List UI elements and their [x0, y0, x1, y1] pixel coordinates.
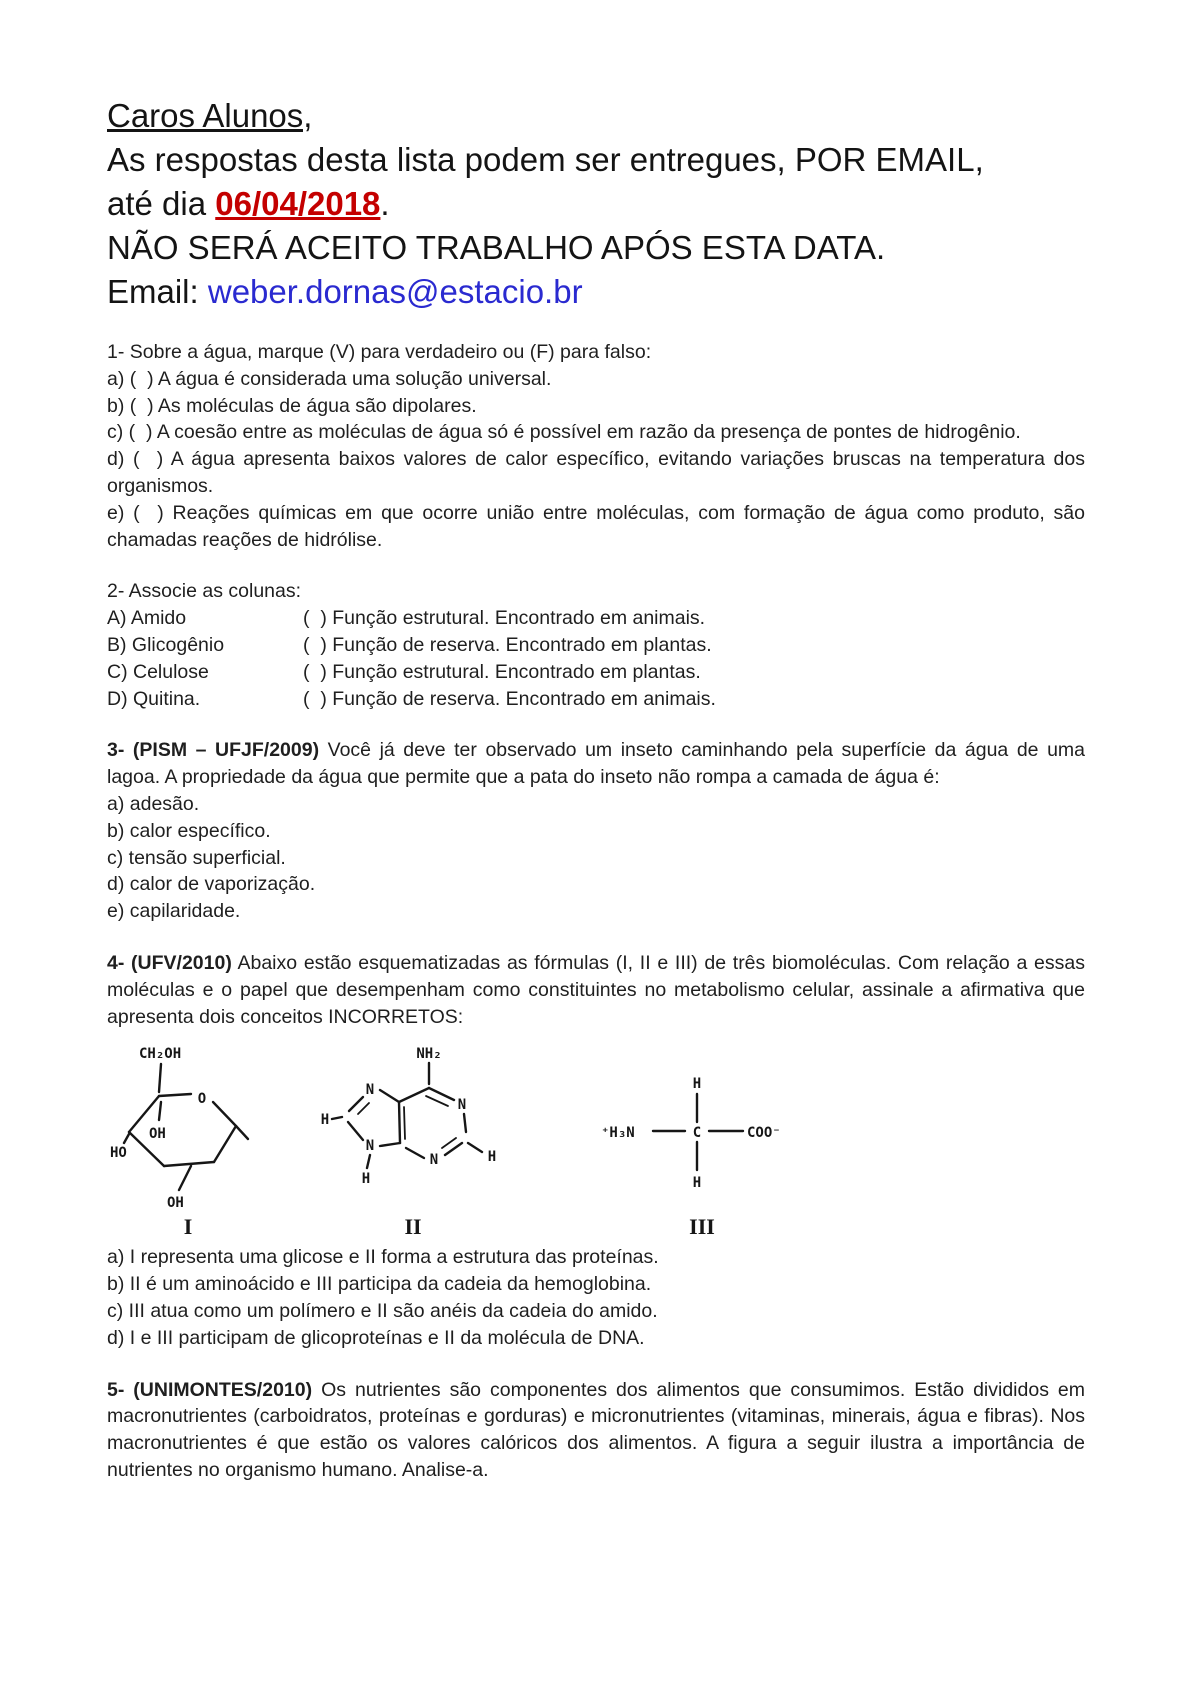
aminoacid-structure-drawing — [593, 1072, 808, 1200]
question-2 — [107, 578, 1085, 712]
q1-option-a: a) ( ) A água é considerada uma solução universal. — [107, 367, 552, 390]
q1-option-b: b) ( ) As moléculas de água são dipolares. — [107, 394, 477, 417]
q4-option-c: c) III atua como um polímero e II são anéis da cadeia do amido. — [107, 1299, 658, 1322]
adenine-n7-label: N — [365, 1082, 375, 1099]
q3-option-d: d) calor de vaporização. — [107, 873, 316, 896]
q4-source: 4- (UFV/2010) — [107, 951, 232, 974]
glucose-ring-oxygen-label: O — [197, 1091, 207, 1108]
biomolecules-figure — [109, 1042, 1085, 1240]
aminoacid-h3n-label: ⁺H₃N — [601, 1125, 635, 1142]
q3-option-e: e) capilaridade. — [107, 900, 241, 923]
q2-right-b: ( ) Função de reserva. Encontrado em plantas. — [303, 633, 712, 656]
question-4 — [107, 950, 1091, 1352]
deadline-date: 06/04/2018 — [215, 185, 381, 222]
q2-left-b: B) Glicogênio — [107, 633, 225, 656]
q4-option-b: b) II é um aminoácido e III participa da cadeia da hemoglobina. — [107, 1273, 652, 1296]
header-block — [107, 94, 1085, 314]
glucose-structure-drawing — [109, 1042, 267, 1220]
header-salutation: Caros Alunos, — [107, 97, 313, 134]
email-label: Email: — [107, 273, 208, 310]
q2-stem: 2- Associe as colunas: — [107, 580, 302, 603]
q5-source: 5- (UNIMONTES/2010) — [107, 1378, 313, 1401]
aminoacid-h-top-label: H — [692, 1076, 702, 1093]
q2-row-b — [107, 632, 1085, 659]
adenine-h-bottom-label: H — [361, 1171, 371, 1188]
figure-label-II: II — [404, 1213, 422, 1239]
q1-option-e: e) ( ) Reações químicas em que ocorre união entre moléculas, com formação de água como produto, são chamadas reações de hidrólise. — [107, 501, 1091, 551]
aminoacid-h-bottom-label: H — [692, 1175, 702, 1192]
header-deadline-line: até dia 06/04/2018. — [107, 185, 390, 222]
q2-left-d: D) Quitina. — [107, 687, 201, 710]
structure-III-aminoacid — [593, 1042, 811, 1240]
glucose-ch2oh-label: CH₂OH — [139, 1046, 182, 1063]
glucose-ho-label: HO — [110, 1145, 127, 1162]
q2-left-c: C) Celulose — [107, 660, 209, 683]
structure-II-adenine — [313, 1042, 513, 1240]
q2-row-d — [107, 686, 1085, 713]
adenine-structure-drawing — [313, 1042, 508, 1210]
adenine-h-left-label: H — [320, 1112, 330, 1129]
q3-option-a: a) adesão. — [107, 792, 200, 815]
q2-right-a: ( ) Função estrutural. Encontrado em animais. — [303, 607, 706, 630]
header-email-line — [107, 270, 1085, 314]
question-3 — [107, 737, 1091, 925]
adenine-n3-label: N — [429, 1152, 439, 1169]
figure-label-I: I — [183, 1213, 193, 1239]
q4-stem: 4- (UFV/2010) Abaixo estão esquematizadas as fórmulas (I, II e III) de três biomoléculas. Com relação a essas moléculas e o papel que desempenham como constituintes no metabolismo celular, assinale a afirmativa que apresenta dois conceitos INCORRETOS: — [107, 951, 1091, 1028]
glucose-oh-mid-label: OH — [149, 1126, 166, 1143]
question-5 — [107, 1377, 1091, 1484]
q4-option-a: a) I representa uma glicose e II forma a estrutura das proteínas. — [107, 1246, 659, 1269]
q2-row-a — [107, 605, 1085, 632]
adenine-h-right-label: H — [487, 1149, 497, 1166]
q4-option-d: d) I e III participam de glicoproteínas e II da molécula de DNA. — [107, 1326, 645, 1349]
adenine-n1-label: N — [457, 1097, 467, 1114]
aminoacid-c-label: C — [692, 1125, 702, 1142]
aminoacid-coo-label: COO⁻ — [747, 1125, 781, 1142]
glucose-oh-bottom-label: OH — [167, 1195, 184, 1212]
question-1 — [107, 339, 1091, 553]
email-link[interactable]: weber.dornas@estacio.br — [207, 273, 583, 310]
figure-label-III: III — [689, 1213, 715, 1239]
q1-option-d: d) ( ) A água apresenta baixos valores de calor específico, evitando variações bruscas na temperatura dos organismos. — [107, 448, 1091, 497]
q2-row-c — [107, 659, 1085, 686]
q1-stem: 1- Sobre a água, marque (V) para verdadeiro ou (F) para falso: — [107, 341, 652, 363]
q3-source: 3- (PISM – UFJF/2009) — [107, 739, 320, 762]
q3-stem: 3- (PISM – UFJF/2009) Você já deve ter observado um inseto caminhando pela superfície da água de uma lagoa. A propriedade da água que permite que a pata do inseto não rompa a camada de água é: — [107, 739, 1091, 789]
structure-I-glucose — [109, 1042, 267, 1240]
adenine-nh2-label: NH₂ — [416, 1046, 442, 1063]
q2-right-d: ( ) Função de reserva. Encontrado em animais. — [303, 687, 716, 710]
header-instructions-line: As respostas desta lista podem ser entregues, POR EMAIL, — [107, 141, 984, 178]
q2-left-a: A) Amido — [107, 607, 187, 630]
q3-option-c: c) tensão superficial. — [107, 846, 286, 869]
q5-stem: 5- (UNIMONTES/2010) Os nutrientes são componentes dos alimentos que consumimos. Estão divididos em macronutrientes (carboidratos, proteínas e gorduras) e micronutrientes (vitaminas, minerais, água e fibras). Nos macronutrientes é que estão os valores calóricos dos alimentos. A figura a seguir ilustra a importância de nutrientes no organismo humano. Analise-a. — [107, 1378, 1091, 1481]
q1-option-c: c) ( ) A coesão entre as moléculas de água só é possível em razão da presença de pontes de hidrogênio. — [107, 421, 1021, 444]
q2-right-c: ( ) Função estrutural. Encontrado em plantas. — [303, 660, 701, 683]
q3-option-b: b) calor específico. — [107, 819, 271, 842]
adenine-n9-label: N — [365, 1138, 375, 1155]
header-warning-line: NÃO SERÁ ACEITO TRABALHO APÓS ESTA DATA. — [107, 229, 886, 266]
